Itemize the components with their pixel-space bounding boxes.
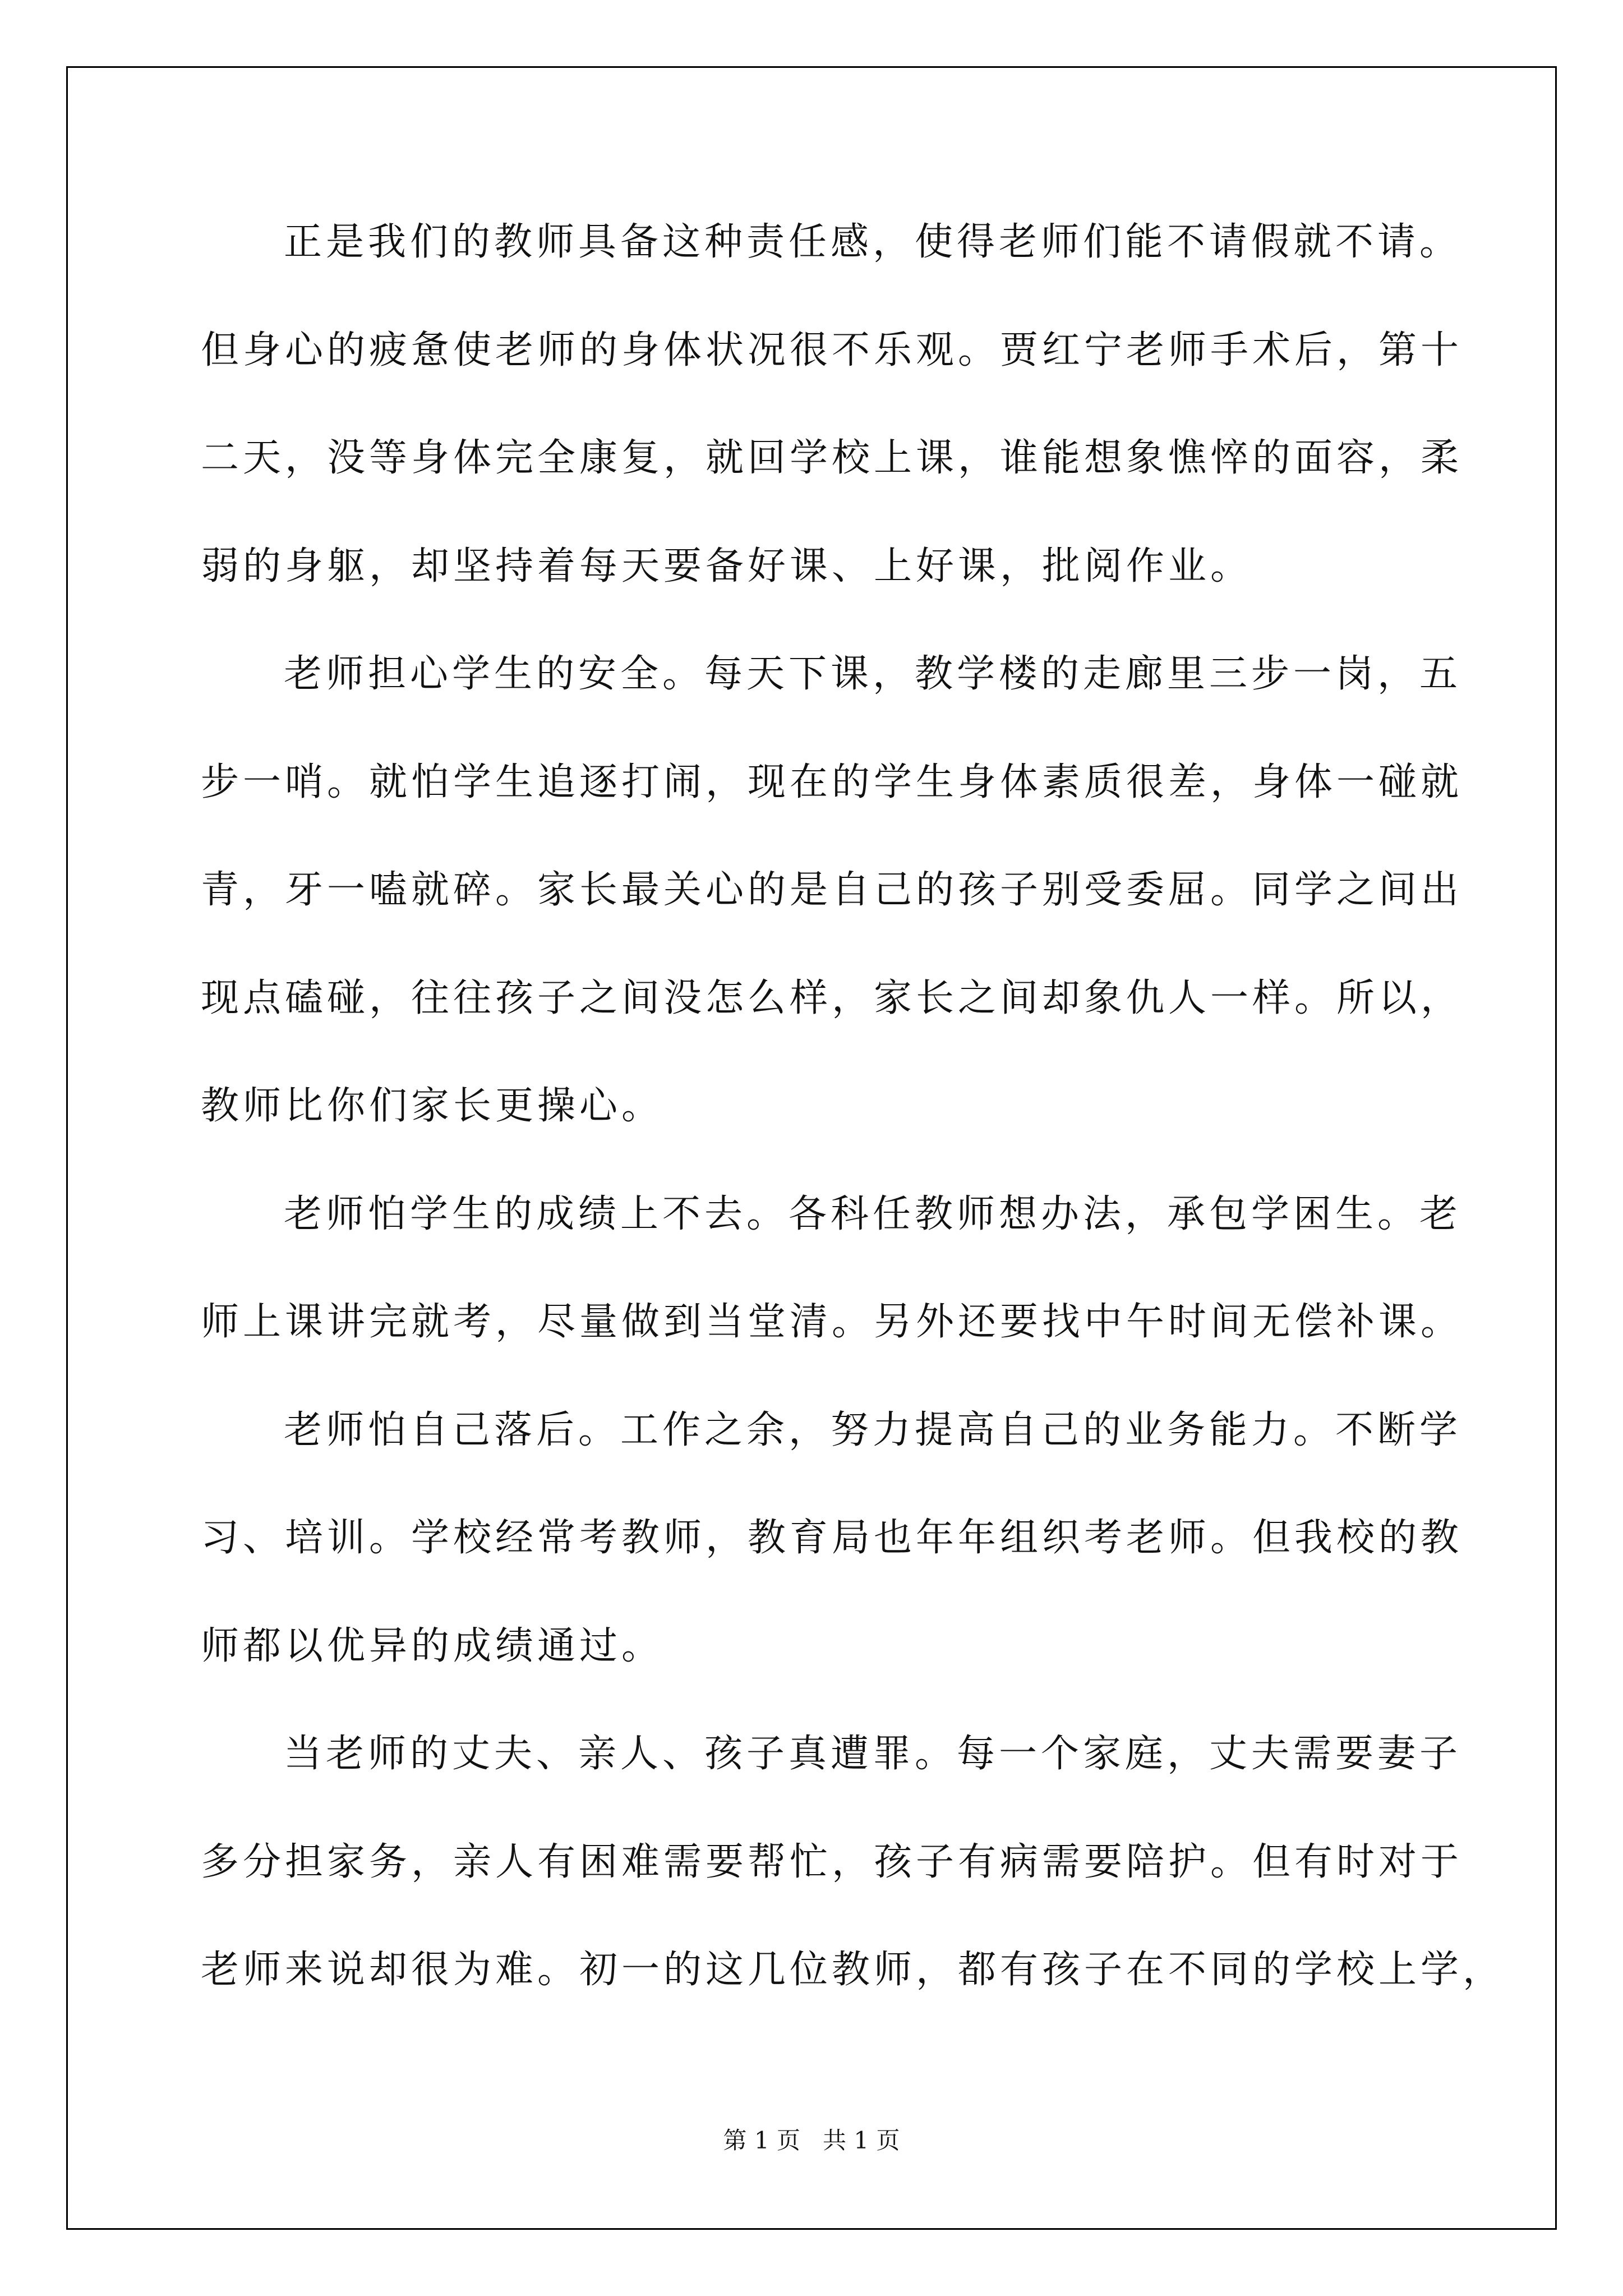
text-line: 老师担心学生的安全。每天下课，教学楼的走廊里三步一岗，五 [284, 652, 1462, 696]
text-line: 二天，没等身体完全康复，就回学校上课，谁能想象憔悴的面容，柔 [201, 436, 1463, 480]
text-line: 步一哨。就怕学生追逐打闹，现在的学生身体素质很差，身体一碰就 [201, 760, 1463, 804]
text-line: 师都以优异的成绩通过。 [201, 1623, 664, 1668]
text-line: 青，牙一嗑就碎。家长最关心的是自己的孩子别受委屈。同学之间出 [201, 868, 1463, 912]
text-line: 多分担家务，亲人有困难需要帮忙，孩子有病需要陪护。但有时对于 [201, 1839, 1463, 1884]
text-line: 老师怕自己落后。工作之余，努力提高自己的业务能力。不断学 [284, 1407, 1462, 1452]
text-line: 老师来说却很为难。初一的这几位教师，都有孩子在不同的学校上学， [201, 1948, 1505, 1992]
text-line: 当老师的丈夫、亲人、孩子真遭罪。每一个家庭，丈夫需要妻子 [284, 1732, 1462, 1776]
text-line: 习、培训。学校经常考教师，教育局也年年组织考老师。但我校的教 [201, 1516, 1463, 1560]
document-body [201, 220, 1505, 2056]
text-line: 老师怕学生的成绩上不去。各科任教师想办法，承包学困生。老 [284, 1191, 1462, 1236]
page-number-footer: 第 1 页 共 1 页 [723, 2127, 900, 2154]
text-line: 弱的身躯，却坚持着每天要备好课、上好课，批阅作业。 [201, 544, 1253, 588]
text-line: 现点磕碰，往往孩子之间没怎么样，家长之间却象仇人一样。所以， [201, 976, 1463, 1020]
text-line: 正是我们的教师具备这种责任感，使得老师们能不请假就不请。 [284, 220, 1462, 264]
text-line: 师上课讲完就考，尽量做到当堂清。另外还要找中午时间无偿补课。 [201, 1300, 1463, 1344]
text-line: 但身心的疲惫使老师的身体状况很不乐观。贾红宁老师手术后，第十 [201, 328, 1463, 372]
text-line: 教师比你们家长更操心。 [201, 1084, 664, 1128]
